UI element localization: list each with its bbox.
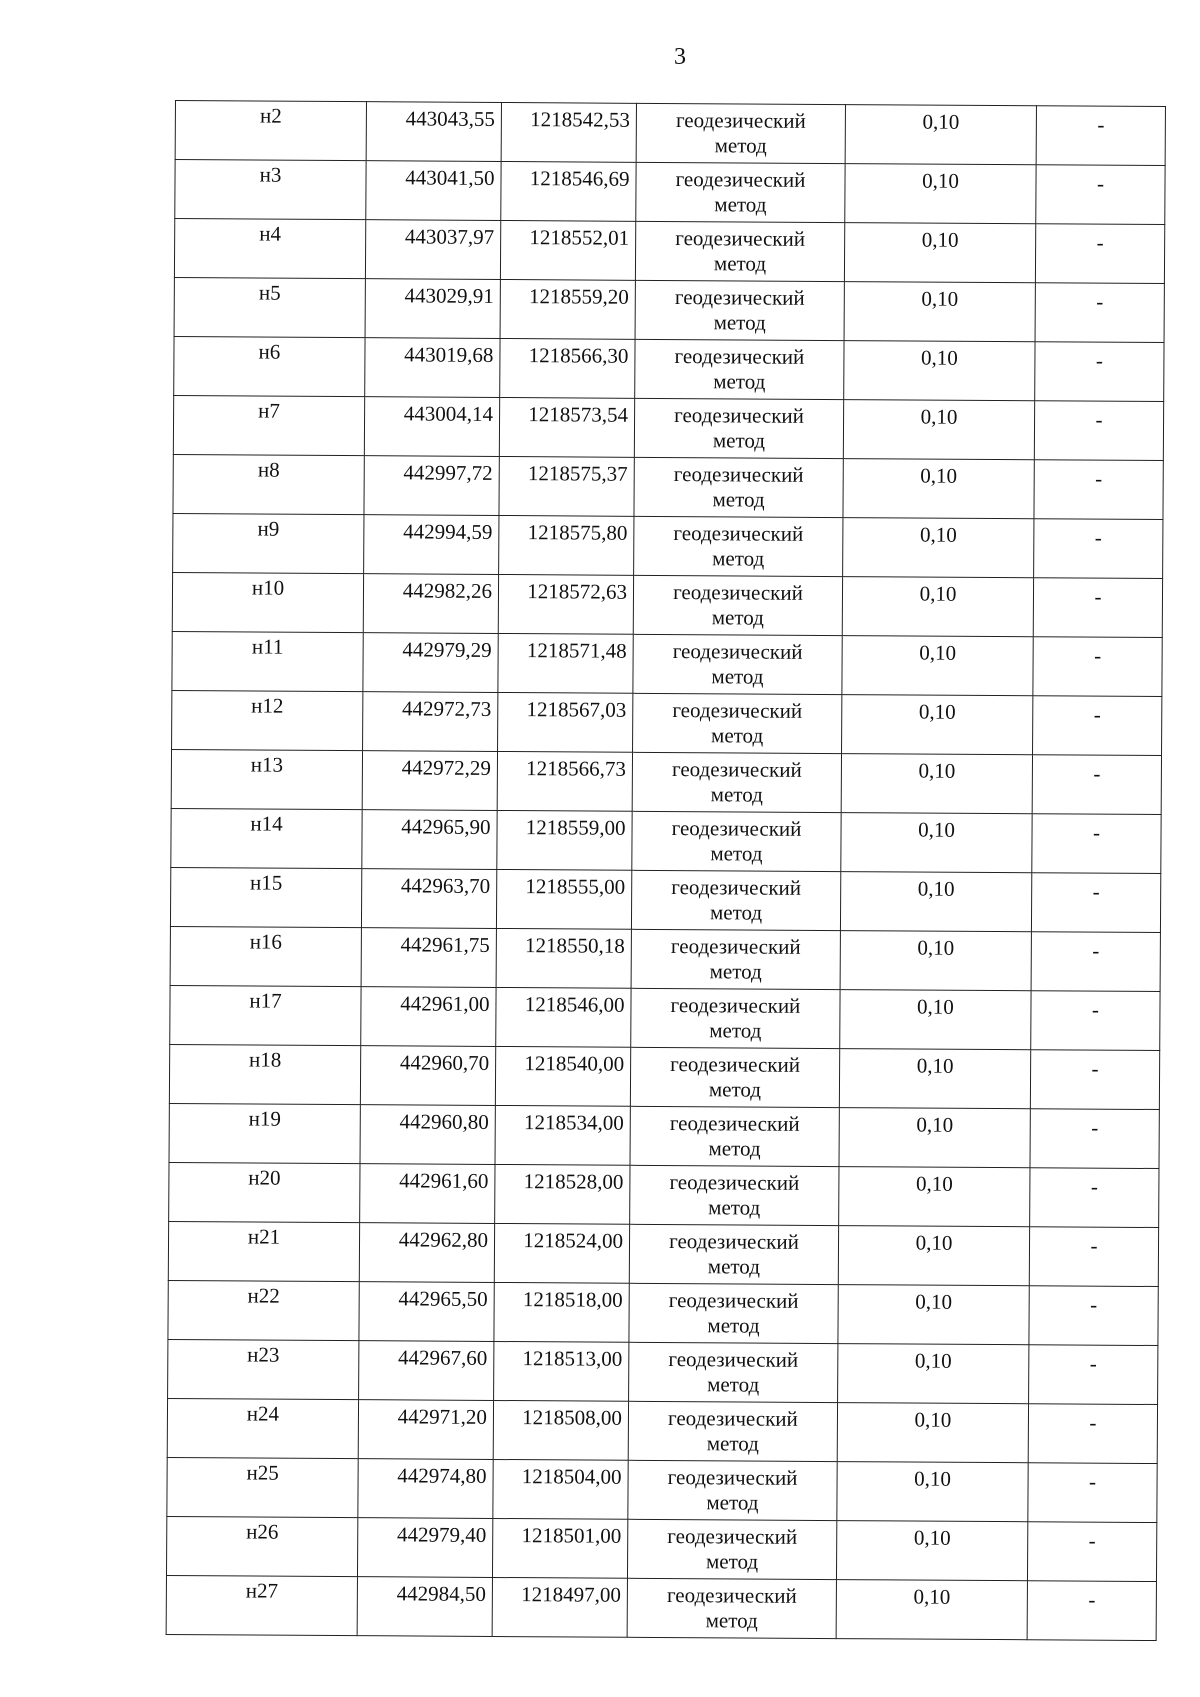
accuracy-cell: 0,10 [838, 1285, 1029, 1345]
method-cell [635, 280, 844, 340]
method-cell [627, 1519, 836, 1579]
accuracy-cell: 0,10 [841, 754, 1032, 814]
method-line-1: геодезический [674, 285, 805, 310]
y-coordinate-cell: 1218513,00 [494, 1341, 629, 1401]
method-line-2: метод [711, 605, 764, 630]
x-coordinate-cell: 442972,73 [363, 692, 498, 752]
point-name-cell: н13 [171, 749, 362, 809]
coordinates-table-body [166, 101, 1165, 1641]
method-cell [633, 575, 842, 635]
method-line-1: геодезический [671, 875, 802, 900]
method-cell [630, 1047, 839, 1107]
point-name-cell: н11 [172, 631, 363, 691]
method-line-2: метод [707, 1254, 761, 1279]
table-row [173, 454, 1163, 519]
method-line-2: метод [711, 664, 764, 689]
table-row [168, 1339, 1158, 1404]
description-cell: - [1031, 991, 1160, 1051]
description-cell: - [1033, 637, 1162, 697]
point-name-cell: н9 [173, 513, 364, 573]
x-coordinate-cell: 443041,50 [366, 161, 501, 221]
y-coordinate-cell: 1218573,54 [499, 397, 634, 457]
y-coordinate-cell: 1218518,00 [494, 1282, 629, 1342]
accuracy-cell: 0,10 [836, 1521, 1027, 1581]
method-line-1: геодезический [674, 403, 805, 428]
accuracy-cell: 0,10 [843, 459, 1034, 519]
description-cell: - [1030, 1109, 1159, 1169]
table-row [171, 749, 1161, 814]
y-coordinate-cell: 1218540,00 [495, 1046, 630, 1106]
y-coordinate-cell: 1218546,69 [501, 161, 636, 221]
method-line-2: метод [710, 782, 763, 807]
description-cell: - [1028, 1404, 1157, 1464]
point-name-cell: н3 [175, 160, 366, 220]
method-line-1: геодезический [671, 816, 802, 841]
y-coordinate-cell: 1218566,30 [500, 338, 635, 398]
y-coordinate-cell: 1218572,63 [498, 574, 633, 634]
method-cell [635, 339, 844, 399]
description-cell: - [1030, 1050, 1159, 1110]
method-line-1: геодезический [671, 757, 802, 782]
table-row [174, 277, 1164, 342]
method-line-1: геодезический [670, 1052, 801, 1077]
x-coordinate-cell: 442982,26 [363, 574, 498, 634]
table-row [173, 513, 1163, 578]
description-cell: - [1032, 755, 1161, 815]
accuracy-cell: 0,10 [843, 400, 1034, 460]
table-row [166, 1516, 1156, 1581]
method-line-2: метод [705, 1608, 758, 1633]
y-coordinate-cell: 1218566,73 [497, 751, 632, 811]
x-coordinate-cell: 442961,00 [361, 987, 496, 1047]
x-coordinate-cell: 442960,80 [360, 1105, 495, 1165]
table-row [174, 336, 1164, 401]
table-row [170, 867, 1160, 932]
accuracy-cell: 0,10 [845, 164, 1036, 224]
method-line-1: геодезический [668, 1288, 799, 1313]
table-row [167, 1398, 1157, 1463]
x-coordinate-cell: 442967,60 [359, 1341, 494, 1401]
method-cell [629, 1283, 838, 1343]
method-cell [633, 693, 842, 753]
x-coordinate-cell: 443029,91 [365, 279, 500, 339]
table-row [173, 395, 1163, 460]
point-name-cell: н7 [173, 395, 364, 455]
table-row [170, 985, 1160, 1050]
point-name-cell: н18 [169, 1044, 360, 1104]
point-name-cell: н15 [170, 867, 361, 927]
description-cell: - [1036, 106, 1165, 166]
description-cell: - [1031, 873, 1160, 933]
description-cell: - [1034, 460, 1163, 520]
method-line-1: геодезический [672, 639, 803, 664]
accuracy-cell: 0,10 [837, 1403, 1028, 1463]
table-row [172, 690, 1162, 755]
accuracy-cell: 0,10 [840, 872, 1031, 932]
x-coordinate-cell: 442965,90 [362, 810, 497, 870]
method-line-1: геодезический [667, 1406, 798, 1431]
method-cell [632, 752, 841, 812]
table-row [169, 1162, 1159, 1227]
y-coordinate-cell: 1218550,18 [496, 928, 631, 988]
x-coordinate-cell: 442984,50 [357, 1577, 492, 1637]
y-coordinate-cell: 1218546,00 [496, 987, 631, 1047]
table-row [171, 808, 1161, 873]
description-cell: - [1029, 1345, 1158, 1405]
x-coordinate-cell: 442979,29 [363, 633, 498, 693]
method-cell [630, 1106, 839, 1166]
accuracy-cell: 0,10 [842, 695, 1033, 755]
method-cell [631, 870, 840, 930]
method-cell [634, 516, 843, 576]
y-coordinate-cell: 1218555,00 [496, 869, 631, 929]
point-name-cell: н20 [169, 1162, 360, 1222]
method-cell [632, 811, 841, 871]
method-cell [628, 1401, 837, 1461]
description-cell: - [1028, 1463, 1157, 1523]
method-line-2: метод [708, 1195, 761, 1220]
y-coordinate-cell: 1218542,53 [501, 102, 636, 162]
table-row [167, 1457, 1157, 1522]
accuracy-cell: 0,10 [841, 813, 1032, 873]
method-line-2: метод [707, 1372, 760, 1397]
method-line-1: геодезический [667, 1524, 798, 1549]
accuracy-cell: 0,10 [844, 341, 1035, 401]
point-name-cell: н27 [166, 1575, 357, 1635]
point-name-cell: н2 [175, 101, 366, 161]
method-line-2: метод [708, 1136, 761, 1161]
point-name-cell: н4 [174, 219, 365, 279]
method-cell [627, 1578, 836, 1638]
method-line-2: метод [707, 1313, 760, 1338]
method-line-1: геодезический [674, 344, 805, 369]
x-coordinate-cell: 442965,50 [359, 1282, 494, 1342]
method-line-1: геодезический [669, 1111, 800, 1136]
method-line-2: метод [710, 841, 763, 866]
description-cell: - [1032, 814, 1161, 874]
method-line-2: метод [705, 1549, 759, 1574]
x-coordinate-cell: 443043,55 [366, 102, 501, 162]
method-line-1: геодезический [673, 462, 804, 487]
x-coordinate-cell: 442972,29 [362, 751, 497, 811]
point-name-cell: н23 [168, 1339, 359, 1399]
y-coordinate-cell: 1218575,37 [499, 456, 634, 516]
method-line-1: геодезический [673, 521, 804, 546]
point-name-cell: н10 [172, 572, 363, 632]
method-line-1: геодезический [666, 1583, 797, 1608]
method-line-2: метод [713, 369, 766, 394]
y-coordinate-cell: 1218508,00 [493, 1400, 628, 1460]
description-cell: - [1035, 342, 1164, 402]
point-name-cell: н12 [172, 690, 363, 750]
method-line-2: метод [714, 133, 767, 158]
accuracy-cell: 0,10 [843, 518, 1034, 578]
method-line-1: геодезический [670, 934, 801, 959]
description-cell: - [1029, 1227, 1158, 1287]
y-coordinate-cell: 1218552,01 [500, 220, 635, 280]
method-line-2: метод [712, 428, 766, 453]
description-cell: - [1035, 224, 1164, 284]
y-coordinate-cell: 1218504,00 [493, 1459, 628, 1519]
method-line-2: метод [706, 1490, 759, 1515]
x-coordinate-cell: 443037,97 [365, 220, 500, 280]
description-cell: - [1027, 1522, 1156, 1582]
method-line-2: метод [713, 251, 767, 276]
method-cell [631, 929, 840, 989]
y-coordinate-cell: 1218501,00 [492, 1518, 627, 1578]
method-line-1: геодезический [675, 108, 806, 133]
accuracy-cell: 0,10 [838, 1226, 1029, 1286]
accuracy-cell: 0,10 [839, 1108, 1030, 1168]
method-line-1: геодезический [673, 580, 803, 605]
table-row [172, 631, 1162, 696]
point-name-cell: н17 [170, 985, 361, 1045]
accuracy-cell: 0,10 [840, 990, 1031, 1050]
accuracy-cell: 0,10 [844, 223, 1035, 283]
accuracy-cell: 0,10 [837, 1462, 1028, 1522]
y-coordinate-cell: 1218534,00 [495, 1105, 630, 1165]
x-coordinate-cell: 443019,68 [365, 338, 500, 398]
method-line-1: геодезический [669, 1170, 800, 1195]
accuracy-cell: 0,10 [844, 282, 1035, 342]
x-coordinate-cell: 442971,20 [358, 1400, 493, 1460]
accuracy-cell: 0,10 [845, 105, 1036, 165]
method-line-2: метод [711, 723, 764, 748]
method-cell [634, 398, 843, 458]
table-row [168, 1280, 1158, 1345]
point-name-cell: н14 [171, 808, 362, 868]
description-cell: - [1031, 932, 1160, 992]
accuracy-cell: 0,10 [842, 636, 1033, 696]
x-coordinate-cell: 442962,80 [359, 1223, 494, 1283]
point-name-cell: н6 [174, 336, 365, 396]
method-line-2: метод [709, 900, 763, 925]
description-cell: - [1030, 1168, 1159, 1228]
point-name-cell: н26 [166, 1516, 357, 1576]
method-cell [633, 634, 842, 694]
point-name-cell: н8 [173, 454, 364, 514]
method-cell [636, 162, 845, 222]
method-line-1: геодезический [670, 993, 801, 1018]
x-coordinate-cell: 442963,70 [361, 869, 496, 929]
page-number: 3 [674, 44, 686, 70]
method-line-2: метод [713, 310, 766, 335]
method-line-1: геодезический [668, 1347, 799, 1372]
table-row [175, 160, 1165, 225]
x-coordinate-cell: 442974,80 [358, 1459, 493, 1519]
method-cell [630, 1165, 839, 1225]
table-row [169, 1044, 1159, 1109]
method-line-2: метод [708, 1077, 762, 1102]
x-coordinate-cell: 442961,75 [361, 928, 496, 988]
x-coordinate-cell: 442997,72 [364, 456, 499, 516]
point-name-cell: н16 [170, 926, 361, 986]
method-line-1: геодезический [672, 698, 803, 723]
description-cell: - [1035, 283, 1164, 343]
y-coordinate-cell: 1218528,00 [495, 1164, 630, 1224]
accuracy-cell: 0,10 [836, 1580, 1027, 1640]
x-coordinate-cell: 442961,60 [360, 1164, 495, 1224]
accuracy-cell: 0,10 [839, 1167, 1030, 1227]
y-coordinate-cell: 1218571,48 [498, 633, 633, 693]
description-cell: - [1033, 696, 1162, 756]
accuracy-cell: 0,10 [838, 1344, 1029, 1404]
description-cell: - [1027, 1581, 1156, 1641]
coordinates-table [166, 100, 1166, 1641]
point-name-cell: н19 [169, 1103, 360, 1163]
description-cell: - [1034, 401, 1163, 461]
accuracy-cell: 0,10 [839, 1049, 1030, 1109]
table-row [169, 1103, 1159, 1168]
method-line-2: метод [712, 546, 765, 571]
description-cell: - [1036, 165, 1165, 225]
point-name-cell: н22 [168, 1280, 359, 1340]
accuracy-cell: 0,10 [840, 931, 1031, 991]
point-name-cell: н24 [167, 1398, 358, 1458]
method-line-1: геодезический [667, 1465, 798, 1490]
method-cell [635, 221, 844, 281]
y-coordinate-cell: 1218559,20 [500, 279, 635, 339]
x-coordinate-cell: 442979,40 [357, 1518, 492, 1578]
method-cell [631, 988, 840, 1048]
y-coordinate-cell: 1218497,00 [492, 1577, 627, 1637]
method-line-1: геодезический [669, 1229, 799, 1254]
method-line-1: геодезический [675, 226, 806, 251]
point-name-cell: н21 [168, 1221, 359, 1281]
table-row [166, 1575, 1156, 1640]
method-line-2: метод [709, 1018, 762, 1043]
table-row [168, 1221, 1158, 1286]
method-cell [629, 1342, 838, 1402]
method-line-1: геодезический [675, 167, 806, 192]
table-row [172, 572, 1162, 637]
method-cell [634, 457, 843, 517]
method-cell [628, 1460, 837, 1520]
y-coordinate-cell: 1218524,00 [494, 1223, 629, 1283]
description-cell: - [1034, 519, 1163, 579]
point-name-cell: н5 [174, 277, 365, 337]
method-line-2: метод [706, 1431, 759, 1456]
description-cell: - [1033, 578, 1162, 638]
accuracy-cell: 0,10 [842, 577, 1033, 637]
method-line-2: метод [714, 192, 767, 217]
x-coordinate-cell: 443004,14 [364, 397, 499, 457]
table-row [175, 101, 1165, 166]
y-coordinate-cell: 1218575,80 [499, 515, 634, 575]
table-row [174, 219, 1164, 284]
point-name-cell: н25 [167, 1457, 358, 1517]
y-coordinate-cell: 1218567,03 [498, 692, 633, 752]
description-cell: - [1029, 1286, 1158, 1346]
method-line-2: метод [712, 487, 765, 512]
method-cell [629, 1224, 838, 1284]
method-cell [636, 103, 845, 163]
method-line-2: метод [709, 959, 762, 984]
table-row [170, 926, 1160, 991]
x-coordinate-cell: 442994,59 [364, 515, 499, 575]
x-coordinate-cell: 442960,70 [360, 1046, 495, 1106]
y-coordinate-cell: 1218559,00 [497, 810, 632, 870]
